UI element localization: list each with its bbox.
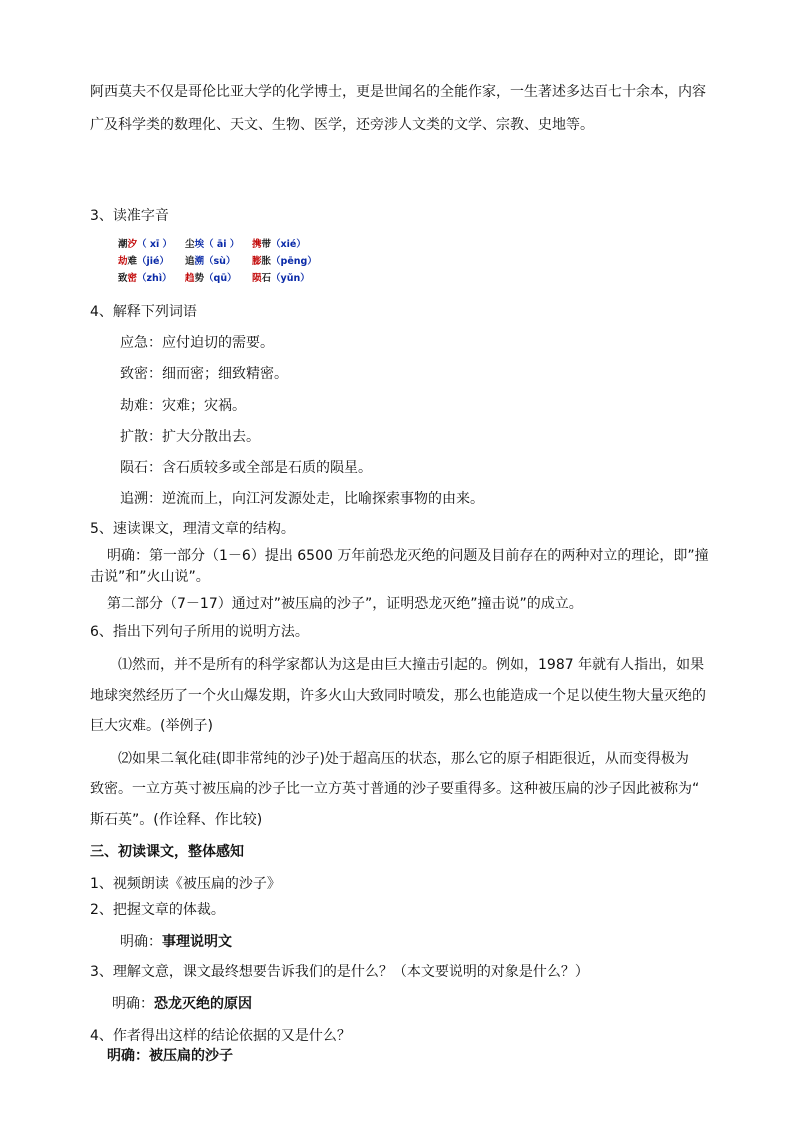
sentence-1-line-1: ⑴然而，并不是所有的科学家都认为这是由巨大撞击引起的。例如，1987 年就有人指出，如果	[118, 657, 705, 673]
pronunciation-item	[118, 273, 172, 285]
term-item: 劫难：灾难；灾祸。	[120, 398, 246, 414]
sentence-2-line-1: ⑵如果二氧化硅(即非常纯的沙子)处于超高压的状态，那么它的原子相距很近，从而变得极为	[118, 751, 689, 767]
pronunciation-item	[118, 256, 169, 268]
question-3: 3、理解文意，课文最终想要告诉我们的是什么？（本文要说明的对象是什么？）	[90, 964, 589, 980]
term-item: 扩散：扩大分散出去。	[120, 429, 260, 445]
answer-label: 明确：	[112, 996, 154, 1012]
intro-line-1: 阿西莫夫不仅是哥伦比亚大学的化学博士，更是世闻名的全能作家，一生著述多达百七十余本，内容	[90, 84, 706, 100]
pinyin-text: （yǔn）	[271, 273, 310, 284]
pinyin-text: （sù）	[204, 256, 236, 267]
term-item: 陨石：含石质较多或全部是石质的陨星。	[120, 460, 372, 476]
char-target: 携	[252, 239, 262, 250]
question-1: 1、视频朗读《被压扁的沙子》	[90, 876, 281, 892]
sec4-heading: 4、解释下列词语	[90, 304, 197, 320]
char-post: 带	[261, 239, 272, 250]
answer-label: 明确：	[120, 934, 162, 950]
char-post: 石	[261, 273, 272, 284]
sec5-heading: 5、速读课文，理清文章的结构。	[90, 521, 295, 537]
answer-2	[120, 932, 232, 952]
sec3-heading: 3、读准字音	[90, 208, 169, 224]
sentence-2-line-2: 致密。一立方英寸被压扁的沙子比一立方英寸普通的沙子要重得多。这种被压扁的沙子因此被称为“	[90, 781, 700, 797]
sec5-line-1: 明确：第一部分（1－6）提出 6500 万年前恐龙灭绝的问题及目前存在的两种对立的理论，即”撞	[107, 548, 709, 564]
pronunciation-item	[185, 239, 239, 251]
pronunciation-item	[185, 273, 237, 285]
answer-4	[107, 1046, 233, 1066]
pronunciation-item	[252, 239, 306, 251]
char-pre: 致	[118, 273, 128, 284]
part3-heading: 三、初读课文，整体感知	[90, 844, 244, 860]
char-target: 密	[127, 273, 138, 284]
answer-value: 事理说明文	[162, 934, 232, 950]
term-item: 追溯：逆流而上，向江河发源处走，比喻探索事物的由来。	[120, 491, 484, 507]
char-target: 劫	[118, 256, 128, 267]
sec6-heading: 6、指出下列句子所用的说明方法。	[90, 624, 309, 640]
pinyin-text: （qū）	[204, 273, 237, 284]
pinyin-text: （pēng）	[271, 256, 317, 267]
pronunciation-item	[252, 256, 317, 268]
intro-line-2: 广及科学类的数理化、天文、生物、医学，还旁涉人文类的文学、宗教、史地等。	[90, 117, 594, 133]
question-4: 4、作者得出这样的结论依据的又是什么？	[90, 1028, 351, 1044]
pronunciation-item	[252, 273, 310, 285]
answer-value: 被压扁的沙子	[149, 1048, 233, 1064]
pinyin-text: （zhì）	[137, 273, 172, 284]
char-target: 膨	[252, 256, 262, 267]
char-post: 难	[127, 256, 138, 267]
sentence-1-line-3: 巨大灾难。(举例子)	[90, 718, 213, 734]
char-post: 胀	[261, 256, 272, 267]
sec5-line-3: 第二部分（7－17）通过对”被压扁的沙子”，证明恐龙灭绝”撞击说”的成立。	[107, 596, 583, 612]
pinyin-text: （ xī ）	[137, 239, 173, 250]
char-target: 溯	[194, 256, 205, 267]
char-target: 埃	[194, 239, 205, 250]
char-post: 势	[194, 273, 205, 284]
char-target: 陨	[252, 273, 262, 284]
pinyin-text: （ āi ）	[204, 239, 240, 250]
pinyin-text: （xié）	[271, 239, 306, 250]
char-pre: 潮	[118, 239, 128, 250]
char-pre: 追	[185, 256, 195, 267]
term-item: 致密：细而密；细致精密。	[120, 366, 288, 382]
answer-value: 恐龙灭绝的原因	[154, 996, 252, 1012]
pronunciation-item	[118, 239, 172, 251]
answer-label: 明确：	[107, 1048, 149, 1064]
question-2: 2、把握文章的体裁。	[90, 902, 225, 918]
char-target: 汐	[127, 239, 138, 250]
sentence-1-line-2: 地球突然经历了一个火山爆发期，许多火山大致同时喷发，那么也能造成一个足以使生物大量灭绝的	[90, 688, 706, 704]
pronunciation-item	[185, 256, 235, 268]
sec5-line-2: 击说”和”火山说”。	[90, 569, 210, 585]
sentence-2-line-3: 斯石英”。(作诠释、作比较)	[90, 812, 263, 828]
char-pre: 尘	[185, 239, 195, 250]
answer-3	[112, 994, 252, 1014]
term-item: 应急：应付迫切的需要。	[120, 335, 274, 351]
pinyin-text: （jié）	[137, 256, 169, 267]
char-target: 趋	[185, 273, 195, 284]
